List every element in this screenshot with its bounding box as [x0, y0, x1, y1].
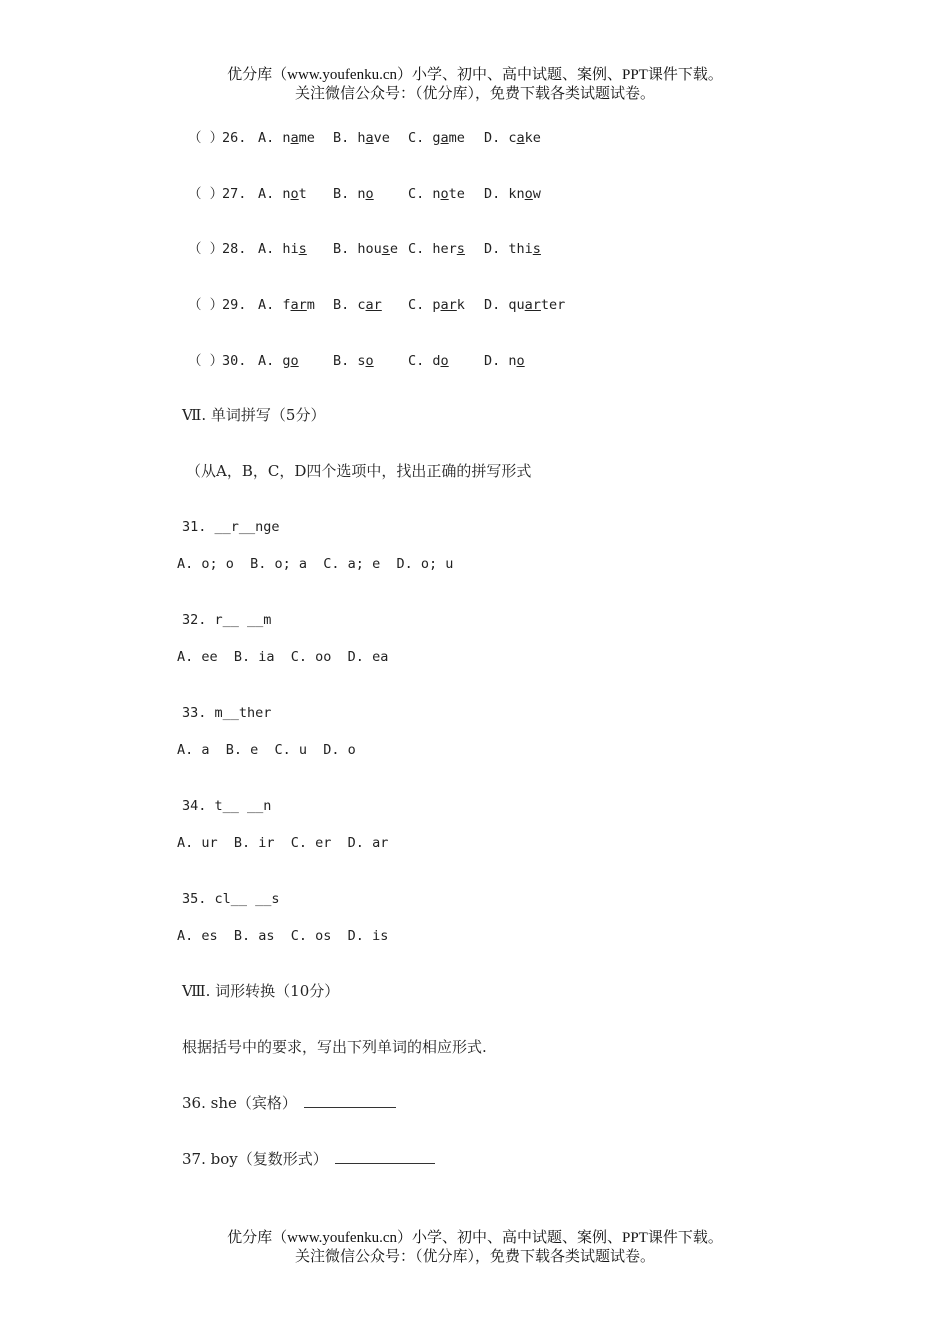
spelling-options-34[interactable]: A. ur B. ir C. er D. ar: [177, 835, 389, 851]
transform-question-37: [182, 1149, 435, 1169]
section-8-title: Ⅷ. 词形转换（10分）: [182, 982, 340, 1000]
spelling-question-35: 35. cl__ __s: [182, 891, 280, 907]
spelling-options-33[interactable]: A. a B. e C. u D. o: [177, 742, 356, 758]
option-c[interactable]: C. park: [408, 297, 465, 313]
answer-bracket[interactable]: （ ）: [188, 241, 224, 257]
option-d[interactable]: D. this: [484, 241, 541, 257]
spelling-question-34: 34. t__ __n: [182, 798, 272, 814]
transform-question-36-text: 36. she（宾格）: [182, 1094, 297, 1112]
page-header: [0, 66, 950, 104]
option-a[interactable]: A. farm: [258, 297, 315, 313]
spelling-question-32: 32. r__ __m: [182, 612, 272, 628]
option-b[interactable]: B. house: [333, 241, 399, 257]
answer-blank-36[interactable]: [304, 1094, 396, 1108]
header-line-2: 关注微信公众号：（优分库），免费下载各类试题试卷。: [294, 86, 655, 102]
option-d[interactable]: D. cake: [484, 130, 541, 146]
option-b[interactable]: B. have: [333, 130, 390, 146]
spelling-options-32[interactable]: A. ee B. ia C. oo D. ea: [177, 649, 389, 665]
question-number: 27.: [222, 186, 247, 202]
answer-bracket[interactable]: （ ）: [188, 353, 224, 369]
answer-bracket[interactable]: （ ）: [188, 186, 224, 202]
option-c[interactable]: C. hers: [408, 241, 465, 257]
transform-question-37-text: 37. boy（复数形式）: [182, 1150, 328, 1168]
option-b[interactable]: B. so: [333, 353, 374, 369]
question-number: 28.: [222, 241, 247, 257]
question-number: 26.: [222, 130, 247, 146]
answer-blank-37[interactable]: [335, 1150, 435, 1164]
option-a[interactable]: A. go: [258, 353, 299, 369]
option-a[interactable]: A. his: [258, 241, 307, 257]
option-d[interactable]: D. no: [484, 353, 525, 369]
question-number: 30.: [222, 353, 247, 369]
option-a[interactable]: A. not: [258, 186, 307, 202]
answer-bracket[interactable]: （ ）: [188, 297, 224, 313]
section-7-title: Ⅶ. 单词拼写（5分）: [182, 406, 326, 424]
footer-line-1: 优分库（www.youfenku.cn）小学、初中、高中试题、案例、PPT课件下载。: [227, 1230, 723, 1246]
spelling-options-35[interactable]: A. es B. as C. os D. is: [177, 928, 389, 944]
question-number: 29.: [222, 297, 247, 313]
option-d[interactable]: D. know: [484, 186, 541, 202]
option-c[interactable]: C. note: [408, 186, 465, 202]
transform-question-36: [182, 1093, 396, 1113]
option-b[interactable]: B. car: [333, 297, 382, 313]
page-footer: [0, 1229, 950, 1267]
section-8-instruction: 根据括号中的要求，写出下列单词的相应形式.: [182, 1038, 487, 1056]
answer-bracket[interactable]: （ ）: [188, 130, 224, 146]
footer-line-2: 关注微信公众号：（优分库），免费下载各类试题试卷。: [294, 1249, 655, 1265]
option-c[interactable]: C. do: [408, 353, 449, 369]
spelling-question-31: 31. __r__nge: [182, 519, 280, 535]
option-c[interactable]: C. game: [408, 130, 465, 146]
header-line-1: 优分库（www.youfenku.cn）小学、初中、高中试题、案例、PPT课件下载。: [227, 67, 723, 83]
option-d[interactable]: D. quarter: [484, 297, 566, 313]
option-b[interactable]: B. no: [333, 186, 374, 202]
spelling-options-31[interactable]: A. o; o B. o; a C. a; e D. o; u: [177, 556, 454, 572]
section-7-instruction: （从A，B，C，D四个选项中，找出正确的拼写形式: [186, 462, 532, 480]
spelling-question-33: 33. m__ther: [182, 705, 272, 721]
option-a[interactable]: A. name: [258, 130, 315, 146]
